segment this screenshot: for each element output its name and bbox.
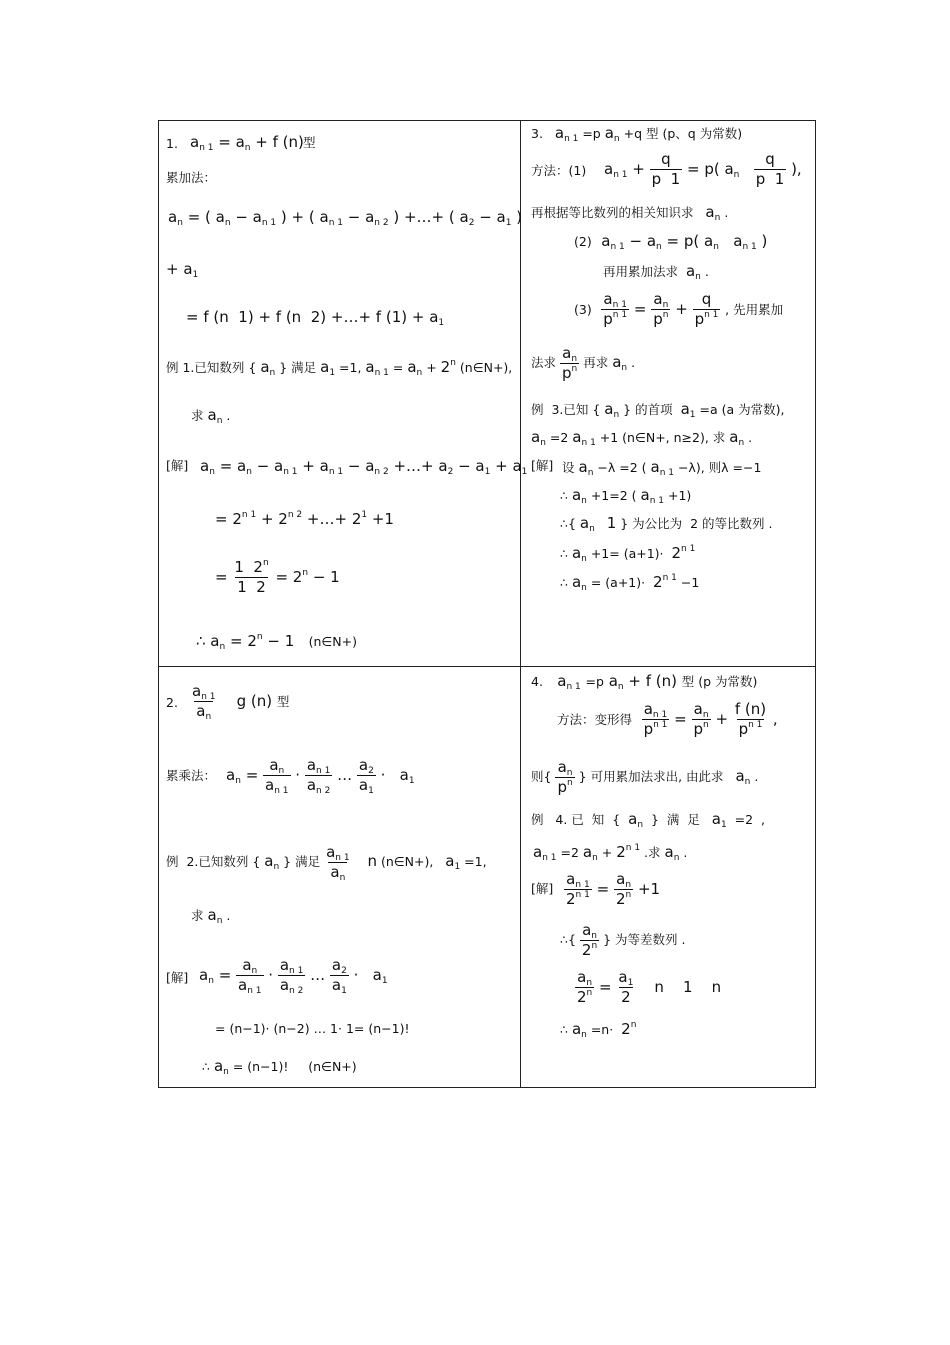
row-divider xyxy=(158,666,816,667)
s1-example: 例 1.已知数列 { $a_n$ } 满足 $a_1 =1$, $a_{n 1} = a_n + 2^n$ (n∈N+), xyxy=(166,358,513,378)
s3-method3-cont: 法求 $\frac{a_n}{p^n}$ 再求 $a_n$ . xyxy=(531,344,636,382)
s3-example2: $a_n =2$ $a_{n 1} +1$ (n∈N+, n≥2), 求 $a_n$ . xyxy=(531,428,753,448)
s4-solution-line1: $\frac{a_{n 1}}{2^{n 1}}$ = $\frac{a_n}{2^n}$ +1 xyxy=(566,870,661,908)
s4-example2: $a_{n 1} =2$ $a_n + 2^{n 1}$ .求 $a_n$ . xyxy=(533,843,688,863)
s2-method-formula: $a_n$ = $\frac{a_n}{a_{n 1}}$ · $\frac{a_{n 1}}{a_{n 2}}$ … $\frac{a_2}{a_1}$ · $a_1$ xyxy=(226,756,415,796)
s4-solution-line4: ∴ $a_n =n\cdot 2^n$ xyxy=(560,1020,637,1040)
s1-heading-num: 1. xyxy=(166,136,178,151)
s1-solution-line1: $a_n = a_n - a_{n 1} + a_{n 1} - a_{n 2}$ +…+ $a_2 - a_1 + a_1$ xyxy=(200,457,528,477)
s1-solution-line3: = $\frac{1 2^n}{1 2}$ = $2^n - 1$ xyxy=(215,558,340,596)
s3-example: 例 3.已知 { $a_n$ } 的首项 $a_1 =a$ (a 为常数), xyxy=(531,400,785,420)
s1-heading-type: 型 xyxy=(303,135,316,150)
s2-example: 例 2.已知数列 { $a_n$ } 满足 $\frac{a_{n 1}}{a_n}$ n (n∈N+), $a_1 =1$, xyxy=(166,843,487,883)
s3-solution-line3: ∴{ $a_n$ 1 } 为公比为 2 的等比数列 . xyxy=(560,514,773,534)
s2-conclusion: ∴ $a_n = (n-1)$! (n∈N+) xyxy=(202,1057,357,1077)
s1-ask: 求 $a_n$ . xyxy=(191,406,231,426)
s3-solution-line1: 设 $a_n -\lambda =2$ ( $a_{n 1} -\lambda$), 则λ =−1 xyxy=(562,458,762,478)
s1-conclusion: ∴ $a_n = 2^n - 1$ (n∈N+) xyxy=(196,632,357,652)
s1-solution-line2: = $2^{n 1} + 2^{n 2}$ +…+ $2^1 +1$ xyxy=(215,510,394,528)
s1-heading-formula: $a_{n 1} = a_n + f$ (n) xyxy=(190,133,304,153)
s4-solution-line3: $\frac{a_n}{2^n}$ = $\frac{a_1}{2}$ n 1 n xyxy=(577,968,722,1006)
s4-method: 方法：变形得 $\frac{a_{n 1}}{p^{n 1}}$ = $\frac{a_n}{p^n}$ + $\frac{f (n)}{p^{n 1}}$ , xyxy=(557,700,778,738)
s4-example: 例 4. 已 知 { $a_n$ } 满 足 $a_1 =2$ , xyxy=(531,810,765,830)
s3-heading: 3. $a_{n 1} =p$ $a_n +q$ 型 (p、q 为常数) xyxy=(531,124,743,144)
s3-method2: (2) $a_{n 1} - a_n = p$( $a_n$ $a_{n 1}$ ) xyxy=(574,232,768,252)
s2-heading-formula: $\frac{a_{n 1}}{a_n}$ g (n) 型 xyxy=(192,682,290,722)
s1-method: 累加法： xyxy=(166,170,217,185)
s2-ask: 求 $a_n$ . xyxy=(191,906,231,926)
s2-solution-label: [解] xyxy=(166,970,189,985)
s4-heading: 4. $a_{n 1} =p$ $a_n + f$ (n) 型 (p 为常数) xyxy=(531,672,758,692)
s3-method2-cont: 再用累加法求 $a_n$ . xyxy=(603,262,709,282)
table-border xyxy=(158,120,816,1088)
s4-method-cont: 则{ $\frac{a_n}{p^n}$ } 可用累加法求出, 由此求 $a_n$ . xyxy=(531,758,759,796)
s4-solution-line2: ∴{ $\frac{a_n}{2^n}$ } 为等差数列 . xyxy=(560,921,686,959)
s3-solution-line5: ∴ $a_n = (a+1)\cdot 2^{n 1} -1$ xyxy=(560,573,700,593)
s1-solution-label: [解] xyxy=(166,458,189,473)
s3-method1-label: 方法：(1) xyxy=(531,163,587,178)
s2-method: 累乘法： xyxy=(166,768,217,783)
s3-method1-formula: $a_{n 1}$ + $\frac{q}{p 1}$ = p( $a_n$ $\frac{q}{p 1}$ ), xyxy=(604,150,802,188)
s1-line1: $a_n$ = ( $a_n - a_{n 1}$ ) + ( $a_{n 1} - a_{n 2}$ ) +…+ ( $a_2 - a_1$ ) xyxy=(168,208,523,228)
s1-line2: + $a_1$ xyxy=(166,260,199,280)
s2-heading-num: 2. xyxy=(166,695,178,710)
s2-solution-line1: $a_n$ = $\frac{a_n}{a_{n 1}}$ · $\frac{a_{n 1}}{a_{n 2}}$ … $\frac{a_2}{a_1}$ · $a_1$ xyxy=(199,956,388,996)
s4-solution-label: [解] xyxy=(531,881,554,896)
s3-solution-line4: ∴ $a_n +1= (a+1)\cdot 2^{n 1}$ xyxy=(560,544,696,564)
s3-method1-cont: 再根据等比数列的相关知识求 $a_n$ . xyxy=(531,203,729,223)
s3-solution-line2: ∴ $a_n +1=2$ ( $a_{n 1} +1$) xyxy=(560,486,692,506)
column-divider xyxy=(520,120,521,1088)
s3-solution-label: [解] xyxy=(531,458,554,473)
s3-method3: (3) $\frac{a_{n 1}}{p^{n 1}}$ = $\frac{a_n}{p^n}$ + $\frac{q}{p^{n 1}}$ , 先用累加 xyxy=(574,290,784,328)
s1-line3: = f (n 1) + f (n 2) +…+ f $(1) + a_1$ xyxy=(186,308,445,328)
s2-solution-line2: = (n−1)· (n−2) … 1· 1= (n−1)! xyxy=(215,1021,410,1036)
